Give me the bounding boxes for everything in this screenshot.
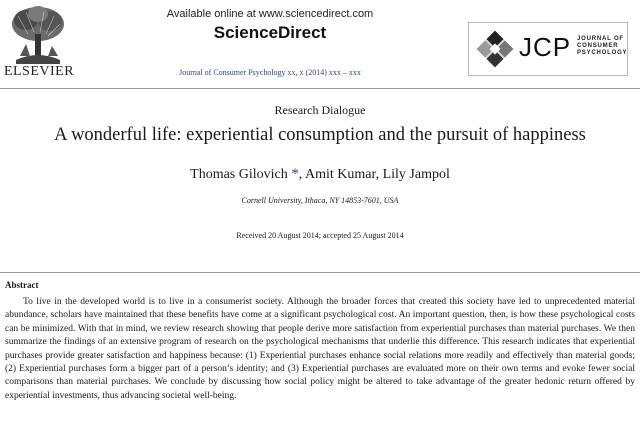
- article-type: Research Dialogue: [274, 103, 366, 117]
- journal-abbrev: JCP: [519, 32, 572, 62]
- journal-logo: [468, 22, 628, 76]
- jcp-diamond-icon: [475, 29, 515, 69]
- author-list: [0, 166, 640, 183]
- abstract-text: To live in the developed world is to live in a consumerist society. Although the broader forces that created this society have led to unprecedented material abundance, scholars have maintained that these benefits have come at a significant psychological cost. An important question, then, is how these psychological costs can be minimized. With that in mind, we review research showing that people derive more satisfaction from experiential purchases than material purchases. We then summarize the findings of an extensive program of research on the psychological mechanisms that underlie this difference. This research indicates that experiential purchases provide greater satisfaction and happiness because: (1) Experiential purchases enhance social relations more readily and effectively than material goods; (2) Experiential purchases form a bigger part of a person’s identity; and (3) Experiential purchases are evaluated more on their own terms and evoke fewer social comparisons than material purchases. We conclude by discussing how social policy might be altered to take advantage of the greater hedonic return offered by experiential investments, thus advancing societal well-being.: [5, 297, 635, 401]
- publisher-name: ELSEVIER: [3, 64, 75, 79]
- corresponding-author-link[interactable]: *: [291, 166, 299, 182]
- author-rest: , Amit Kumar, Lily Jampol: [298, 167, 450, 182]
- journal-full-name: JOURNAL OF CONSUMER PSYCHOLOGY: [577, 36, 628, 56]
- author-first: Thomas Gilovich: [190, 167, 288, 182]
- article-title: A wonderful life: experiential consumption and the pursuit of happiness: [54, 125, 586, 145]
- header-divider: [0, 88, 640, 89]
- affiliation: Cornell University, Ithaca, NY 14853-7601, USA: [241, 196, 399, 205]
- abstract-divider: [0, 272, 640, 273]
- received-dates: Received 20 August 2014; accepted 25 August 2014: [236, 231, 404, 240]
- available-online-text: Available online at www.sciencedirect.com: [166, 8, 374, 20]
- platform-name: ScienceDirect: [213, 23, 327, 42]
- abstract-heading: Abstract: [5, 280, 39, 290]
- tree-engraving-icon: [4, 4, 72, 66]
- journal-citation[interactable]: Journal of Consumer Psychology xx, x (2014) xxx – xxx: [179, 68, 361, 77]
